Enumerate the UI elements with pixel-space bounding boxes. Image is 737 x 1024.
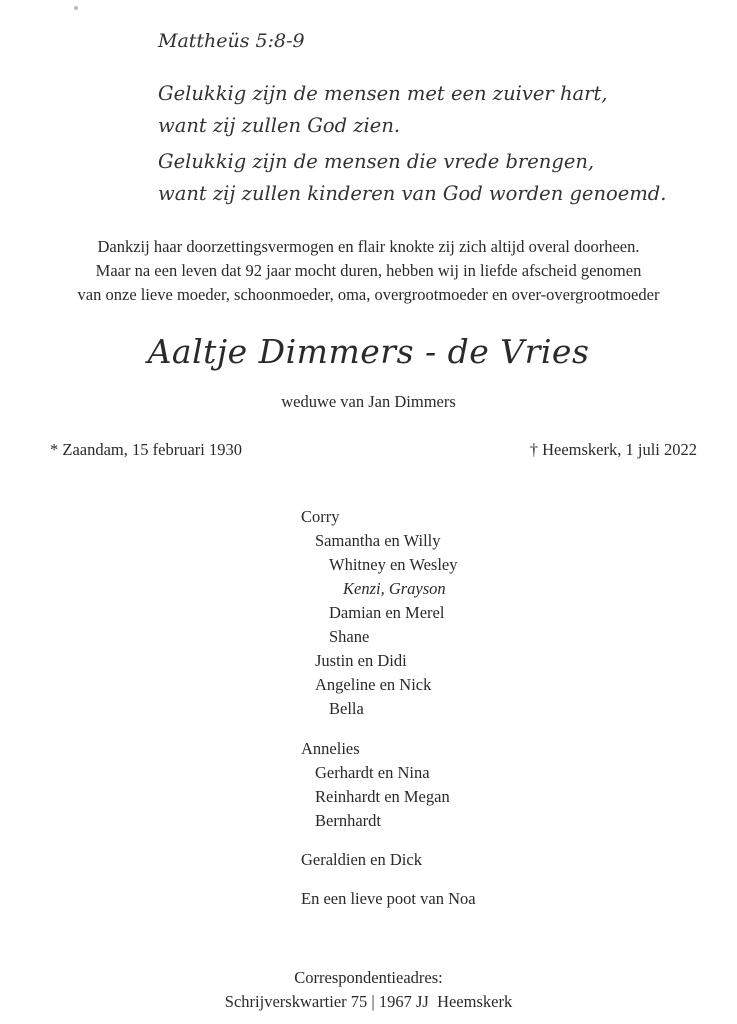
family-member: Bella — [329, 699, 364, 718]
verse-stanza-1 — [158, 78, 607, 142]
intro-text — [0, 235, 737, 307]
verse-line: Gelukkig zijn de mensen die vrede brengen, — [158, 150, 595, 173]
family-member: Shane — [329, 627, 370, 646]
family-member: Whitney en Wesley — [329, 555, 458, 574]
family-member: Kenzi, Grayson — [343, 579, 446, 598]
family-member: Annelies — [301, 739, 360, 758]
correspondence-label: Correspondentieadres: — [294, 968, 443, 987]
family-member: Geraldien en Dick — [301, 850, 422, 869]
family-member: En een lieve poot van Noa — [301, 889, 476, 908]
intro-line: Dankzij haar doorzettingsvermogen en flair knokte zij zich altijd overal doorheen. — [97, 237, 640, 256]
correspondence-address — [0, 966, 737, 1014]
intro-line: Maar na een leven dat 92 jaar mocht duren, hebben wij in liefde afscheid genomen — [95, 261, 642, 280]
scan-speck — [74, 6, 78, 10]
family-member: Gerhardt en Nina — [315, 763, 430, 782]
verse-line: Gelukkig zijn de mensen met een zuiver hart, — [158, 82, 608, 105]
verse-stanza-2 — [158, 146, 667, 210]
family-member: Corry — [301, 507, 340, 526]
correspondence-street: Schrijverskwartier 75 | 1967 JJ Heemskerk — [224, 992, 513, 1011]
birth-info: * Zaandam, 15 februari 1930 — [50, 440, 242, 459]
family-member: Bernhardt — [315, 811, 381, 830]
family-member: Reinhardt en Megan — [315, 787, 450, 806]
verse-line: want zij zullen kinderen van God worden genoemd. — [158, 182, 667, 205]
verse-reference: Mattheüs 5:8-9 — [158, 30, 305, 52]
verse-line: want zij zullen God zien. — [158, 114, 401, 137]
family-member: Justin en Didi — [315, 651, 407, 670]
family-member: Damian en Merel — [329, 603, 445, 622]
family-member: Samantha en Willy — [315, 531, 441, 550]
deceased-name: Aaltje Dimmers - de Vries — [147, 332, 590, 371]
death-info: † Heemskerk, 1 juli 2022 — [529, 440, 697, 459]
family-member: Angeline en Nick — [315, 675, 432, 694]
widow-of: weduwe van Jan Dimmers — [281, 392, 456, 411]
intro-line: van onze lieve moeder, schoonmoeder, oma, overgrootmoeder en over-overgrootmoeder — [77, 285, 660, 304]
